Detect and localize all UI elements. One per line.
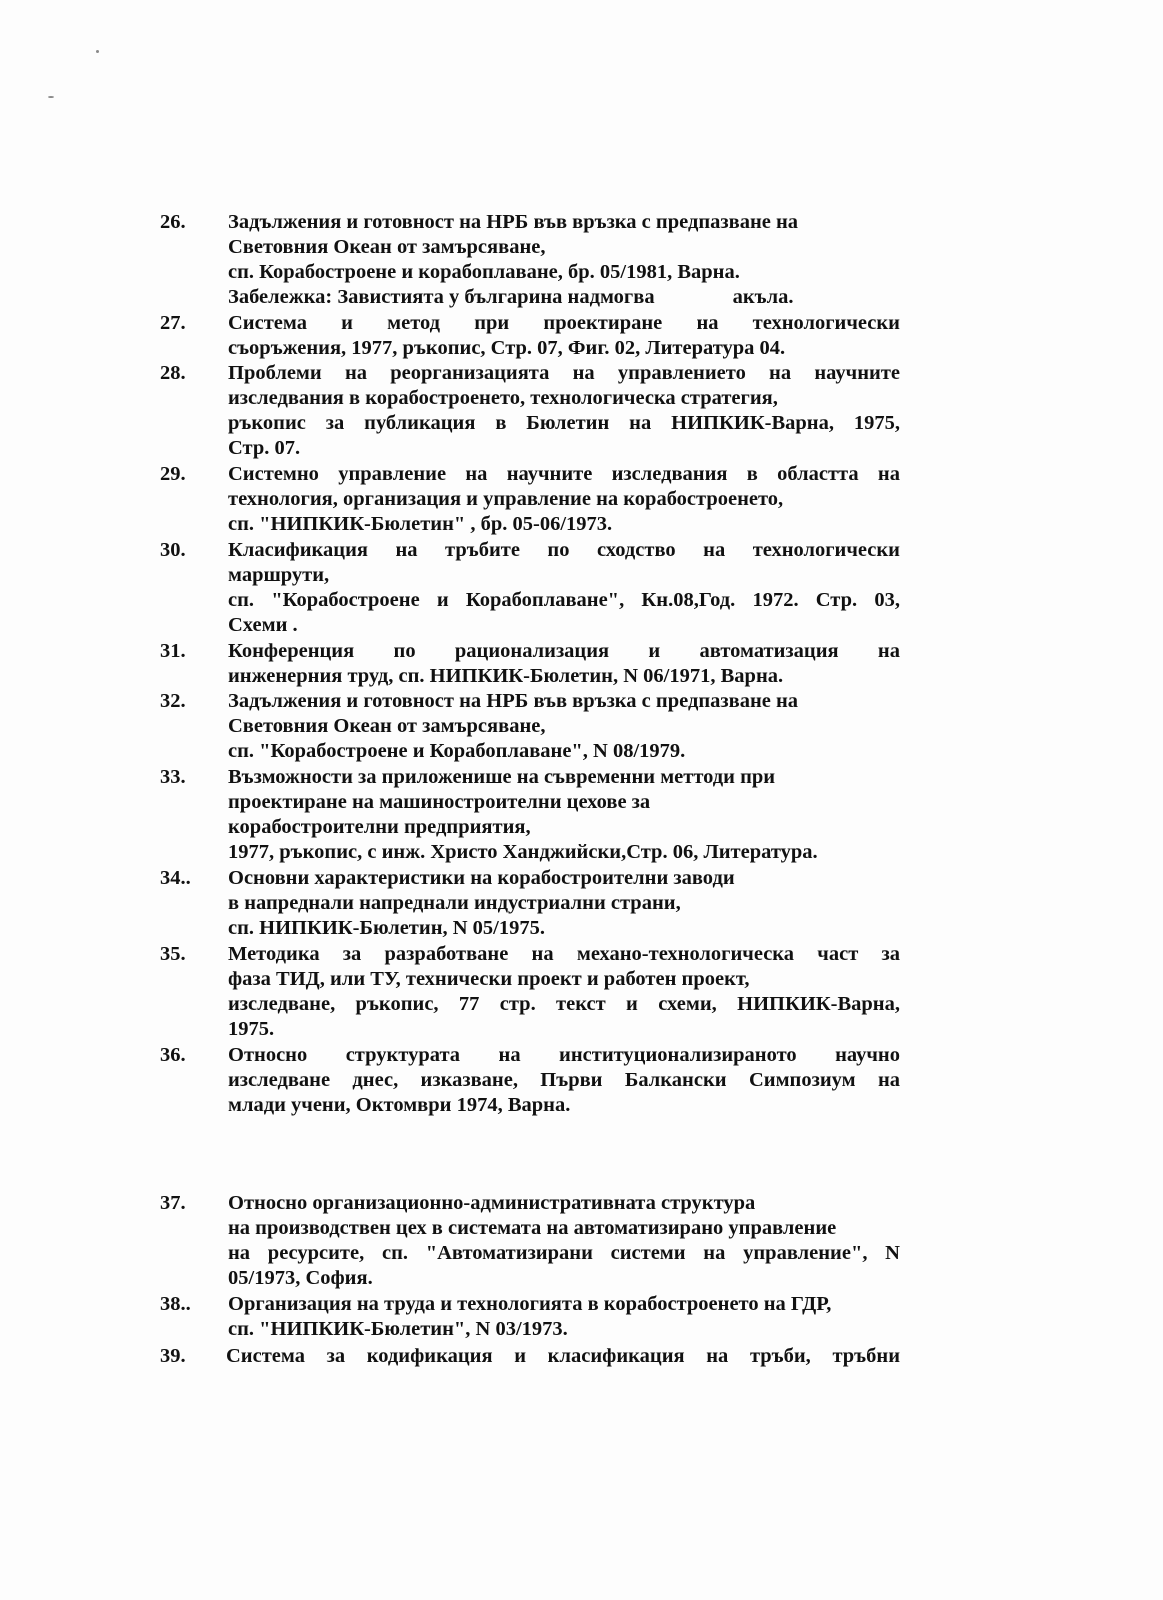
item-text — [228, 942, 900, 1042]
text-line: изследвания в корабостроенето, технологическа стратегия, — [228, 387, 778, 409]
text-line: технология, организация и управление на корабостроенето, — [228, 488, 784, 510]
text-line: млади учени, Октомври 1974, Варна. — [228, 1094, 571, 1116]
text-line: ръкопис за публикация в Бюлетин на НИПКИК-Варна, 1975, — [228, 412, 900, 434]
item-text — [228, 765, 900, 865]
item-number: 31. — [160, 640, 186, 662]
list-item — [160, 765, 900, 865]
scan-speck — [48, 96, 54, 98]
item-number: 27. — [160, 312, 186, 334]
item-text — [228, 1043, 900, 1118]
text-line: Класификация на тръбите по сходство на технологически — [228, 539, 900, 561]
item-text — [228, 361, 900, 461]
text-line: на производствен цех в системата на автоматизирано управление — [228, 1217, 837, 1239]
item-number: 30. — [160, 539, 186, 561]
text-line: сп. НИПКИК-Бюлетин, N 05/1975. — [228, 917, 545, 939]
item-number: 36. — [160, 1044, 186, 1066]
item-text — [228, 866, 900, 941]
list-item — [160, 689, 900, 764]
list-item — [160, 639, 900, 689]
scan-speck — [96, 50, 99, 53]
list-item — [160, 942, 900, 1042]
item-number: 32. — [160, 690, 186, 712]
item-number: 28. — [160, 362, 186, 384]
item-text — [228, 1191, 900, 1291]
item-number: 38.. — [160, 1293, 191, 1315]
item-number: 37. — [160, 1192, 186, 1214]
text-line: инженерния труд, сп. НИПКИК-Бюлетин, N 06/1971, Варна. — [228, 665, 784, 687]
text-line: сп. Корабостроене и корабоплаване, бр. 05/1981, Варна. — [228, 261, 740, 283]
text-line: Относно структурата на институционализираното научно — [228, 1044, 900, 1066]
text-line: Основни характеристики на корабостроителни заводи — [228, 867, 735, 889]
list-item — [160, 210, 900, 310]
text-line: фаза ТИД, или ТУ, технически проект и работен проект, — [228, 968, 750, 990]
item-text — [228, 639, 900, 689]
text-line: маршрути, — [228, 564, 330, 586]
text-line: съоръжения, 1977, ръкопис, Стр. 07, Фиг. 02, Литература 04. — [228, 337, 786, 359]
text-line: проектиране на машиностроителни цехове за — [228, 791, 651, 813]
text-line: 05/1973, София. — [228, 1267, 373, 1289]
item-text — [228, 538, 900, 638]
text-line: сп. "Корабостроене и Корабоплаване", N 08/1979. — [228, 740, 686, 762]
text-line: Световния Океан от замърсяване, — [228, 715, 546, 737]
item-number: 34.. — [160, 867, 191, 889]
item-number: 29. — [160, 463, 186, 485]
item-number: 35. — [160, 943, 186, 965]
text-line: Задължения и готовност на НРБ във връзка с предпазване на — [228, 211, 799, 233]
text-line: Стр. 07. — [228, 437, 301, 459]
list-item — [160, 1043, 900, 1118]
text-line: Система за кодификация и класификация на тръби, тръбни — [226, 1345, 900, 1367]
text-line: корабостроителни предприятия, — [228, 816, 531, 838]
list-item — [160, 866, 900, 941]
text-line: Възможности за приложенише на съвременни меттоди при — [228, 766, 776, 788]
text-line: Задължения и готовност на НРБ във връзка с предпазване на — [228, 690, 799, 712]
text-line: 1975. — [228, 1018, 275, 1040]
note-end: акъла. — [732, 286, 794, 308]
text-line: на ресурсите, сп. "Автоматизирани системи на управление", N — [228, 1242, 900, 1264]
list-item — [160, 1191, 900, 1291]
text-line: Конференция по рационализация и автоматизация на — [228, 640, 900, 662]
list-item — [160, 538, 900, 638]
text-line: Проблеми на реорганизацията на управлението на научните — [228, 362, 900, 384]
item-text — [228, 1292, 900, 1342]
text-line: Системно управление на научните изследвания в областта на — [228, 463, 900, 485]
list-item — [160, 462, 900, 537]
text-line: сп. "НИПКИК-Бюлетин", N 03/1973. — [228, 1318, 568, 1340]
text-line: Методика за разработване на механо-технологическа част за — [228, 943, 900, 965]
text-line: Система и метод при проектиране на технологически — [228, 312, 900, 334]
note-line — [228, 285, 900, 310]
item-number: 39. — [160, 1345, 186, 1367]
item-text — [226, 1344, 900, 1369]
list-item — [160, 1344, 900, 1369]
text-line: Организация на труда и технологията в корабостроенето на ГДР, — [228, 1293, 832, 1315]
text-line: 1977, ръкопис, с инж. Христо Ханджийски,Стр. 06, Литература. — [228, 841, 818, 863]
note-start: Забележка: Завистията у българина надмогва — [228, 286, 655, 308]
text-line: изследване, ръкопис, 77 стр. текст и схеми, НИПКИК-Варна, — [228, 993, 900, 1015]
text-line: Световния Океан от замърсяване, — [228, 236, 546, 258]
text-line: сп. "Корабостроене и Корабоплаване", Кн.08,Год. 1972. Стр. 03, — [228, 589, 900, 611]
text-line: сп. "НИПКИК-Бюлетин" , бр. 05-06/1973. — [228, 513, 613, 535]
item-text — [228, 210, 900, 310]
text-line: Относно организационно-административната структура — [228, 1192, 756, 1214]
text-line: Схеми . — [228, 614, 298, 636]
list-item — [160, 361, 900, 461]
item-number: 26. — [160, 211, 186, 233]
list-item — [160, 311, 900, 361]
list-item — [160, 1292, 900, 1342]
item-text — [228, 462, 900, 537]
item-number: 33. — [160, 766, 186, 788]
text-line: изследване днес, изказване, Първи Балкански Симпозиум на — [228, 1069, 900, 1091]
item-text — [228, 311, 900, 361]
item-text — [228, 689, 900, 764]
text-line: в напреднали напреднали индустриални страни, — [228, 892, 681, 914]
